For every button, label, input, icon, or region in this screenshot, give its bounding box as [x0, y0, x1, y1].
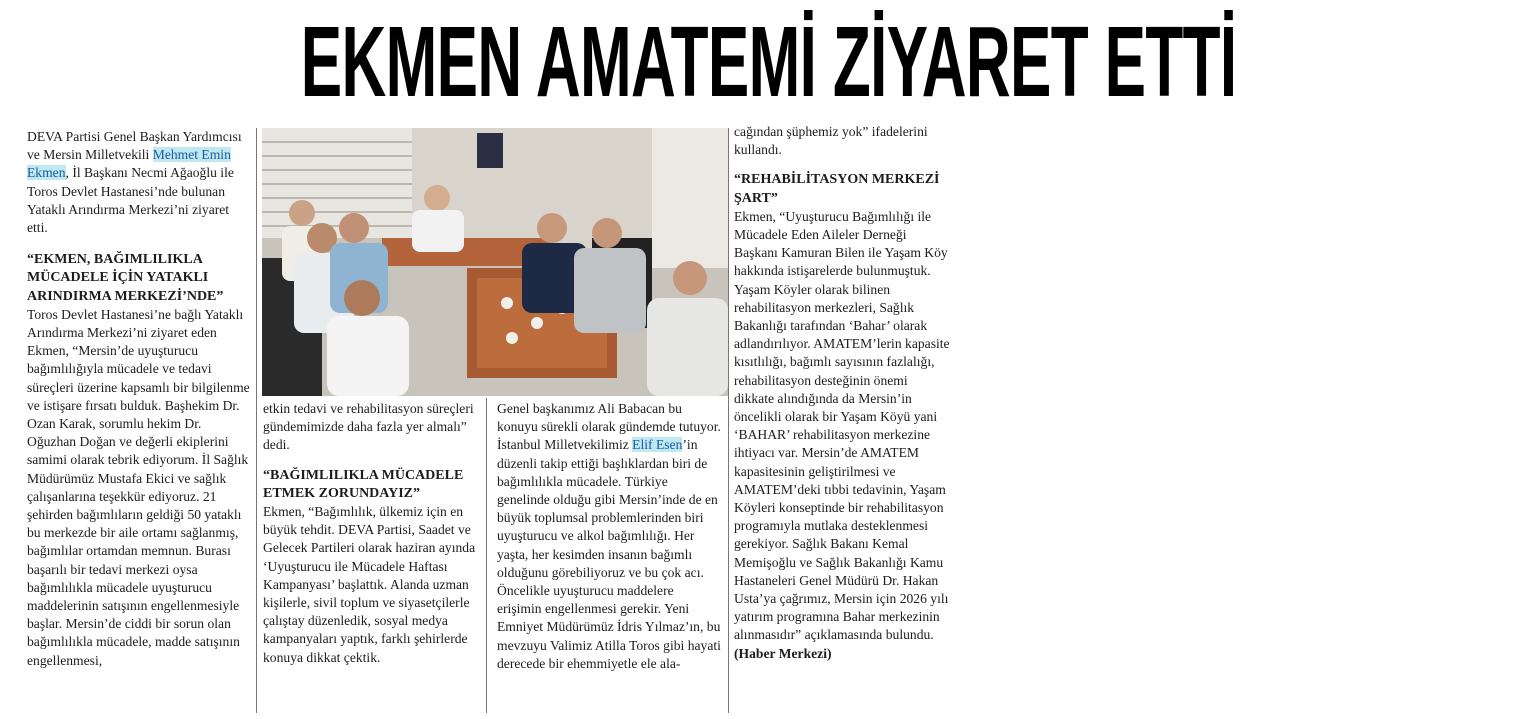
column-1: [27, 128, 251, 713]
body-text: Ekmen, “Uyuşturucu Bağımlılığı ile Mücadele Eden Aileler Derneği Başkanı Kamuran Bilen ile Yaşam Köy hakkında istişarelerde bulunmuştuk. Yaşam Köyler olarak bilinen rehabilitasyon merkezleri, Sağlık Bakanlığı tarafından ‘Bahar’ olarak adlandırılıyor. AMATEM’lerin kapasite kısıtlılığı, bağımlı sayısının fazlalığı, rehabilitasyon desteğinin önemi dikkate alındığında da Mersin’in öncelikli olarak bir Yaşam Köyü yani ‘BAHAR’ rehabilitasyon merkezine ihtiyacı var. Mersin’de AMATEM kapasitesinin geliştirilmesi ve AMATEM’deki tıbbi tedavinin, Yaşam Köyleri konseptinde bir rehabilitasyon programıyla mutlaka desteklenmesi gerekiyor. Sağlık Bakanı Kemal Memişoğlu ve Sağlık Bakanlığı Kamu Hastaneleri Genel Müdürü Dr. Hakan Usta’ya çağrımız, Mersin için 2026 yılı yatırım programına Bahar merkezinin alınmasıdır” açıklamasında bulundu. (Haber Merkezi): [734, 208, 950, 661]
subheading-2: “BAĞIMLILIKLA MÜCADELE ETMEK ZORUNDAYIZ”: [263, 467, 464, 501]
column-divider: [728, 128, 729, 713]
column-divider: [256, 128, 257, 713]
headline: EKMEN AMATEMİ ZİYARET ETTİ: [300, 6, 1237, 118]
column-3: [497, 400, 721, 713]
body-text: Toros Devlet Hastanesi’ne bağlı Yataklı Arındırma Merkezi’ni ziyaret eden Ekmen, “Mersin’de uyuşturucu bağımlılığıyla mücadele ve tedavi süreçleri üzerine kapsamlı bir bilgilenme ve istişare fırsatı bulduk. Başhekim Dr. Ozan Karak, sorumlu hekim Dr. Oğuzhan Doğan ve değerli ekiplerini samimi olarak tebrik ediyorum. İl Sağlık Müdürümüz Mustafa Ekici ve sağlık çalışanlarına teşekkür ediyoruz. 21 şehirden bağımlıların geldiği 50 yataklı bu merkezde bir aile ortamı sağlanmış, bağımlılar ortamdan memnun. Burası başarılı bir tedavi merkezi oysa bağımlılıkla mücadele uyuşturucu maddelerinin satışının engellenmesiyle başlar. Mersin’de ciddi bir sorun olan bağımlılıkla mücadele, madde satışının engellenmesi,: [27, 306, 250, 668]
highlighted-name: Elif Esen: [632, 437, 683, 453]
body-continuation: etkin tedavi ve rehabilitasyon süreçleri gündemimizde daha fazla yer almalı” dedi.: [263, 401, 474, 453]
news-photo: [262, 128, 728, 396]
column-divider: [486, 398, 487, 713]
highlighted-name: Mehmet Emin Ekmen: [27, 147, 231, 181]
byline: (Haber Merkezi): [734, 645, 832, 661]
subheading-1: “EKMEN, BAĞIMLILIKLA MÜCADELE İÇİN YATAKLI ARINDIRMA MERKEZİ’NDE”: [27, 252, 224, 304]
subheading-3: “REHABİLİTASYON MERKEZİ ŞART”: [734, 172, 940, 206]
body-text: Genel başkanımız Ali Babacan bu konuyu sürekli olarak gündemde tutuyor. İstanbul Milletvekilimiz Elif Esen’in düzenli takip ettiği başlıklardan biri de bağımlılıkla mücadele. Türkiye genelinde olduğu gibi Mersin’inde de en büyük toplumsal problemlerinden biri uyuşturucu ve alkol bağımlılığı. Her yaşta, her kesimden insanın bağımlı olduğunu görebiliyoruz ve bu çok acı. Öncelikle uyuşturucu maddelere erişimin engellenmesi gerekir. Yeni Emniyet Müdürümüz İdris Yılmaz’ın, bu mevzuyu Valimiz Atilla Toros gibi hayati derecede bir ehemmiyetle ele ala-: [497, 401, 721, 671]
body-text: Ekmen, “Bağımlılık, ülkemiz için en büyük tehdit. DEVA Partisi, Saadet ve Gelecek Partileri olarak haziran ayında ‘Uyuşturucu ile Mücadele Haftası Kampanyası’ başlattık. Alanda uzman kişilerle, sivil toplum ve siyasetçilerle çalıştay düzenledik, sosyal medya kampanyaları yaptık, farklı şehirlerde konuya dikkat çektik.: [263, 504, 476, 665]
column-4: [734, 123, 950, 713]
column-2: [263, 400, 483, 713]
body-continuation: cağından şüphemiz yok” ifadelerini kullandı.: [734, 124, 928, 158]
lead-paragraph: DEVA Partisi Genel Başkan Yardımcısı ve Mersin Milletvekili Mehmet Emin Ekmen, İl Başkanı Necmi Ağaoğlu ile Toros Devlet Hastanesi’nde bulunan Yataklı Arındırma Merkezi’ni ziyaret etti.: [27, 129, 242, 236]
